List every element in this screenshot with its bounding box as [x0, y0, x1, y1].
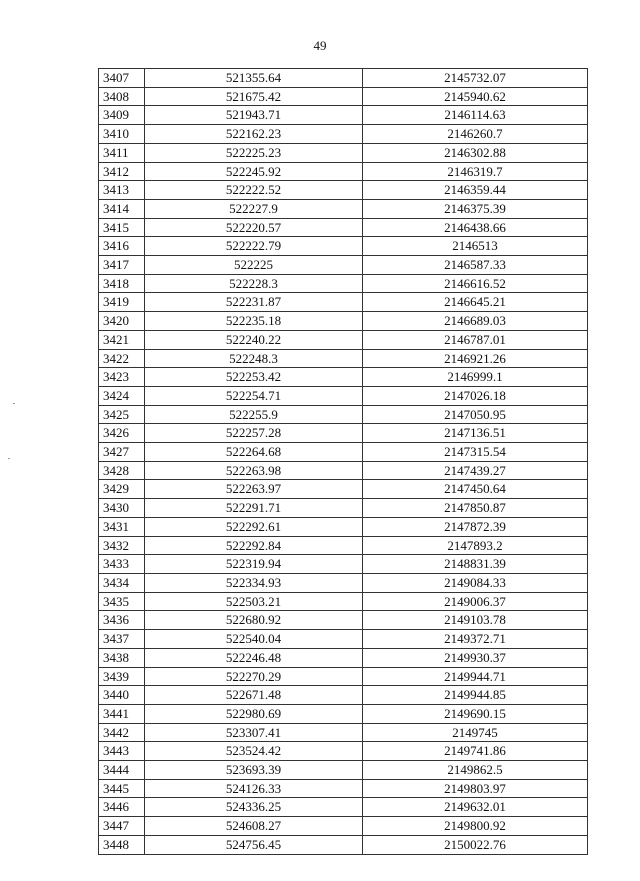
point-number-cell: 3428	[99, 461, 145, 480]
y-coordinate-cell: 2147450.64	[363, 480, 588, 499]
point-number-cell: 3434	[99, 573, 145, 592]
table-row	[99, 349, 588, 368]
y-coordinate-cell: 2149745	[363, 723, 588, 742]
table-row	[99, 742, 588, 761]
y-coordinate-cell: 2146645.21	[363, 293, 588, 312]
table-row	[99, 424, 588, 443]
point-number-cell: 3446	[99, 798, 145, 817]
point-number-cell: 3432	[99, 536, 145, 555]
table-row	[99, 443, 588, 462]
x-coordinate-cell: 522334.93	[145, 573, 363, 592]
point-number-cell: 3413	[99, 181, 145, 200]
x-coordinate-cell: 524126.33	[145, 779, 363, 798]
y-coordinate-cell: 2146319.7	[363, 162, 588, 181]
point-number-cell: 3408	[99, 87, 145, 106]
y-coordinate-cell: 2149103.78	[363, 611, 588, 630]
y-coordinate-cell: 2149944.85	[363, 686, 588, 705]
table-row	[99, 162, 588, 181]
point-number-cell: 3407	[99, 69, 145, 88]
point-number-cell: 3417	[99, 256, 145, 275]
point-number-cell: 3442	[99, 723, 145, 742]
table-row	[99, 779, 588, 798]
point-number-cell: 3427	[99, 443, 145, 462]
x-coordinate-cell: 524608.27	[145, 817, 363, 836]
y-coordinate-cell: 2146114.63	[363, 106, 588, 125]
point-number-cell: 3439	[99, 667, 145, 686]
point-number-cell: 3409	[99, 106, 145, 125]
point-number-cell: 3445	[99, 779, 145, 798]
table-row	[99, 835, 588, 854]
table-row	[99, 330, 588, 349]
table-row	[99, 312, 588, 331]
point-number-cell: 3419	[99, 293, 145, 312]
x-coordinate-cell: 522264.68	[145, 443, 363, 462]
x-coordinate-cell: 522263.97	[145, 480, 363, 499]
table-row	[99, 555, 588, 574]
table-row	[99, 723, 588, 742]
point-number-cell: 3424	[99, 386, 145, 405]
x-coordinate-cell: 522980.69	[145, 704, 363, 723]
point-number-cell: 3418	[99, 274, 145, 293]
y-coordinate-cell: 2147872.39	[363, 517, 588, 536]
table-row	[99, 761, 588, 780]
x-coordinate-cell: 522292.61	[145, 517, 363, 536]
x-coordinate-cell: 522540.04	[145, 630, 363, 649]
table-row	[99, 648, 588, 667]
table-row	[99, 87, 588, 106]
table-row	[99, 293, 588, 312]
x-coordinate-cell: 522222.79	[145, 237, 363, 256]
point-number-cell: 3425	[99, 405, 145, 424]
y-coordinate-cell: 2149930.37	[363, 648, 588, 667]
table-row	[99, 199, 588, 218]
y-coordinate-cell: 2147893.2	[363, 536, 588, 555]
point-number-cell: 3416	[99, 237, 145, 256]
x-coordinate-cell: 522225.23	[145, 143, 363, 162]
point-number-cell: 3415	[99, 218, 145, 237]
x-coordinate-cell: 522671.48	[145, 686, 363, 705]
point-number-cell: 3438	[99, 648, 145, 667]
table-row	[99, 592, 588, 611]
table-row	[99, 630, 588, 649]
y-coordinate-cell: 2147136.51	[363, 424, 588, 443]
table-row	[99, 536, 588, 555]
x-coordinate-cell: 522228.3	[145, 274, 363, 293]
coordinates-table-body	[99, 69, 588, 855]
point-number-cell: 3448	[99, 835, 145, 854]
x-coordinate-cell: 524756.45	[145, 835, 363, 854]
x-coordinate-cell: 522680.92	[145, 611, 363, 630]
x-coordinate-cell: 522245.92	[145, 162, 363, 181]
table-row	[99, 386, 588, 405]
table-row	[99, 218, 588, 237]
y-coordinate-cell: 2149944.71	[363, 667, 588, 686]
point-number-cell: 3443	[99, 742, 145, 761]
x-coordinate-cell: 522503.21	[145, 592, 363, 611]
table-row	[99, 573, 588, 592]
x-coordinate-cell: 521675.42	[145, 87, 363, 106]
y-coordinate-cell: 2149084.33	[363, 573, 588, 592]
table-row	[99, 817, 588, 836]
x-coordinate-cell: 522254.71	[145, 386, 363, 405]
point-number-cell: 3421	[99, 330, 145, 349]
y-coordinate-cell: 2146359.44	[363, 181, 588, 200]
y-coordinate-cell: 2146921.26	[363, 349, 588, 368]
x-coordinate-cell: 522255.9	[145, 405, 363, 424]
y-coordinate-cell: 2149632.01	[363, 798, 588, 817]
y-coordinate-cell: 2147050.95	[363, 405, 588, 424]
table-row	[99, 611, 588, 630]
y-coordinate-cell: 2146787.01	[363, 330, 588, 349]
point-number-cell: 3441	[99, 704, 145, 723]
y-coordinate-cell: 2149006.37	[363, 592, 588, 611]
point-number-cell: 3412	[99, 162, 145, 181]
scan-speck	[13, 403, 15, 404]
table-row	[99, 256, 588, 275]
point-number-cell: 3420	[99, 312, 145, 331]
y-coordinate-cell: 2147026.18	[363, 386, 588, 405]
point-number-cell: 3431	[99, 517, 145, 536]
y-coordinate-cell: 2149372.71	[363, 630, 588, 649]
y-coordinate-cell: 2146616.52	[363, 274, 588, 293]
point-number-cell: 3411	[99, 143, 145, 162]
x-coordinate-cell: 522257.28	[145, 424, 363, 443]
table-row	[99, 517, 588, 536]
x-coordinate-cell: 522291.71	[145, 499, 363, 518]
y-coordinate-cell: 2149800.92	[363, 817, 588, 836]
table-row	[99, 143, 588, 162]
x-coordinate-cell: 522270.29	[145, 667, 363, 686]
point-number-cell: 3436	[99, 611, 145, 630]
y-coordinate-cell: 2145732.07	[363, 69, 588, 88]
y-coordinate-cell: 2149862.5	[363, 761, 588, 780]
point-number-cell: 3440	[99, 686, 145, 705]
y-coordinate-cell: 2147439.27	[363, 461, 588, 480]
point-number-cell: 3447	[99, 817, 145, 836]
table-row	[99, 461, 588, 480]
y-coordinate-cell: 2146438.66	[363, 218, 588, 237]
y-coordinate-cell: 2150022.76	[363, 835, 588, 854]
y-coordinate-cell: 2146587.33	[363, 256, 588, 275]
table-row	[99, 237, 588, 256]
point-number-cell: 3444	[99, 761, 145, 780]
x-coordinate-cell: 522248.3	[145, 349, 363, 368]
table-row	[99, 69, 588, 88]
y-coordinate-cell: 2149803.97	[363, 779, 588, 798]
x-coordinate-cell: 524336.25	[145, 798, 363, 817]
table-row	[99, 106, 588, 125]
x-coordinate-cell: 521355.64	[145, 69, 363, 88]
x-coordinate-cell: 522235.18	[145, 312, 363, 331]
y-coordinate-cell: 2147850.87	[363, 499, 588, 518]
x-coordinate-cell: 522222.52	[145, 181, 363, 200]
point-number-cell: 3430	[99, 499, 145, 518]
x-coordinate-cell: 522292.84	[145, 536, 363, 555]
point-number-cell: 3435	[99, 592, 145, 611]
scan-speck	[8, 458, 10, 459]
x-coordinate-cell: 522263.98	[145, 461, 363, 480]
point-number-cell: 3433	[99, 555, 145, 574]
y-coordinate-cell: 2148831.39	[363, 555, 588, 574]
point-number-cell: 3426	[99, 424, 145, 443]
point-number-cell: 3429	[99, 480, 145, 499]
x-coordinate-cell: 522240.22	[145, 330, 363, 349]
point-number-cell: 3414	[99, 199, 145, 218]
x-coordinate-cell: 522162.23	[145, 125, 363, 144]
table-row	[99, 368, 588, 387]
table-row	[99, 274, 588, 293]
x-coordinate-cell: 522225	[145, 256, 363, 275]
table-row	[99, 686, 588, 705]
x-coordinate-cell: 523307.41	[145, 723, 363, 742]
point-number-cell: 3422	[99, 349, 145, 368]
y-coordinate-cell: 2146689.03	[363, 312, 588, 331]
table-row	[99, 798, 588, 817]
y-coordinate-cell: 2146513	[363, 237, 588, 256]
page-number: 49	[313, 38, 327, 53]
x-coordinate-cell: 523524.42	[145, 742, 363, 761]
coordinates-table	[98, 68, 588, 855]
y-coordinate-cell: 2146302.88	[363, 143, 588, 162]
y-coordinate-cell: 2147315.54	[363, 443, 588, 462]
y-coordinate-cell: 2149690.15	[363, 704, 588, 723]
point-number-cell: 3437	[99, 630, 145, 649]
point-number-cell: 3410	[99, 125, 145, 144]
table-row	[99, 499, 588, 518]
x-coordinate-cell: 523693.39	[145, 761, 363, 780]
x-coordinate-cell: 521943.71	[145, 106, 363, 125]
y-coordinate-cell: 2145940.62	[363, 87, 588, 106]
table-row	[99, 405, 588, 424]
table-row	[99, 704, 588, 723]
table-row	[99, 125, 588, 144]
y-coordinate-cell: 2146260.7	[363, 125, 588, 144]
point-number-cell: 3423	[99, 368, 145, 387]
x-coordinate-cell: 522231.87	[145, 293, 363, 312]
y-coordinate-cell: 2146375.39	[363, 199, 588, 218]
table-row	[99, 480, 588, 499]
y-coordinate-cell: 2146999.1	[363, 368, 588, 387]
x-coordinate-cell: 522220.57	[145, 218, 363, 237]
x-coordinate-cell: 522227.9	[145, 199, 363, 218]
x-coordinate-cell: 522319.94	[145, 555, 363, 574]
y-coordinate-cell: 2149741.86	[363, 742, 588, 761]
x-coordinate-cell: 522246.48	[145, 648, 363, 667]
table-row	[99, 181, 588, 200]
x-coordinate-cell: 522253.42	[145, 368, 363, 387]
table-row	[99, 667, 588, 686]
